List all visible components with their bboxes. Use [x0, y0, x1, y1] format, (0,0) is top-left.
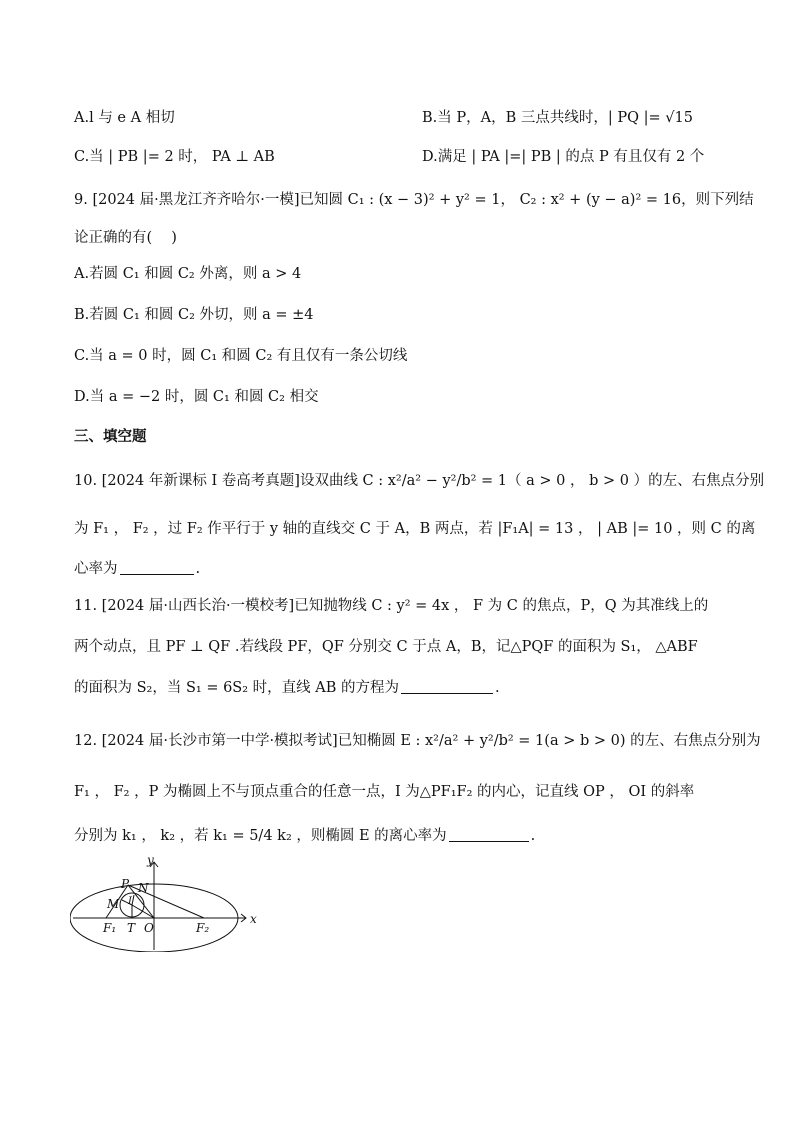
- ellipse-figure: [70, 852, 260, 952]
- q11-line-1: 11. [2024 届·山西长治·一模校考]已知抛物线 C : y² = 4x ， F 为 C 的焦点，P，Q 为其准线上的: [74, 598, 709, 614]
- q10-line-3-text: 心率为: [74, 561, 118, 577]
- q10-line-2: 为 F₁ ， F₂ ，过 F₂ 作平行于 y 轴的直线交 C 于 A，B 两点，若 |F₁A| = 13 ， | AB |= 10 ，则 C 的离: [74, 521, 756, 537]
- q9-option-a: A.若圆 C₁ 和圆 C₂ 外离，则 a > 4: [74, 266, 302, 282]
- q8-option-d: D.满足 | PA |=| PB | 的点 P 有且仅有 2 个: [422, 149, 705, 165]
- q10-line-1: 10. [2024 年新课标 I 卷高考真题]设双曲线 C : x²/a² − y²/b² = 1（ a > 0 ， b > 0 ）的左、右焦点分别: [74, 473, 765, 489]
- label-n: N: [138, 881, 149, 895]
- q11-line-3: [74, 678, 500, 698]
- q10-line-3: [74, 559, 200, 579]
- label-o: O: [144, 921, 154, 935]
- q12-period: .: [530, 828, 536, 844]
- q11-answer-blank[interactable]: [401, 679, 493, 694]
- q9-option-b: B.若圆 C₁ 和圆 C₂ 外切，则 a = ±4: [74, 307, 314, 323]
- label-m: M: [107, 897, 120, 911]
- q11-period: .: [495, 680, 500, 696]
- q11-line-3-text: 的面积为 S₂，当 S₁ = 6S₂ 时，直线 AB 的方程为: [74, 680, 400, 696]
- q10-period: .: [195, 561, 201, 577]
- q9-stem-line-2: 论正确的有( ): [74, 230, 177, 246]
- q12-line-3: [74, 826, 535, 846]
- q12-answer-blank[interactable]: [449, 827, 529, 842]
- q10-answer-blank[interactable]: [120, 560, 194, 575]
- label-t: T: [127, 921, 136, 935]
- label-f2: F₂: [196, 921, 210, 935]
- label-y: y: [147, 853, 154, 867]
- section-title-fill-in: 三、填空题: [74, 429, 147, 445]
- q12-line-3-text: 分别为 k₁ ， k₂ ，若 k₁ = 5/4 k₂ ，则椭圆 E 的离心率为: [74, 828, 447, 844]
- label-f1: F₁: [103, 921, 117, 935]
- q8-options-row-2: [74, 147, 705, 167]
- q8-options-row-1: [74, 108, 693, 128]
- q12-line-2: F₁ ， F₂ ，P 为椭圆上不与顶点重合的任意一点，I 为△PF₁F₂ 的内心，记直线 OP ， OI 的斜率: [74, 784, 695, 800]
- radius-in: [132, 895, 134, 905]
- q9-stem-line-1: 9. [2024 届·黑龙江齐齐哈尔·一模]已知圆 C₁ : (x − 3)² + y² = 1， C₂ : x² + (y − a)² = 16，则下列结: [74, 192, 754, 208]
- q8-option-c: C.当 | PB |= 2 时， PA ⊥ AB: [74, 149, 275, 165]
- q8-option-a: A.l 与 e A 相切: [74, 110, 175, 126]
- q9-option-d: D.当 a = −2 时，圆 C₁ 和圆 C₂ 相交: [74, 389, 319, 405]
- q11-line-2: 两个动点，且 PF ⊥ QF .若线段 PF，QF 分别交 C 于点 A，B，记△PQF 的面积为 S₁， △ABF: [74, 639, 698, 655]
- q12-line-1: 12. [2024 届·长沙市第一中学·模拟考试]已知椭圆 E : x²/a² + y²/b² = 1(a > b > 0) 的左、右焦点分别为: [74, 733, 761, 749]
- q9-option-c: C.当 a = 0 时，圆 C₁ 和圆 C₂ 有且仅有一条公切线: [74, 348, 408, 364]
- label-p: P: [121, 877, 130, 891]
- label-i: I: [128, 896, 132, 907]
- label-x: x: [250, 912, 257, 926]
- q8-option-b: B.当 P，A，B 三点共线时，| PQ |= √15: [422, 110, 693, 126]
